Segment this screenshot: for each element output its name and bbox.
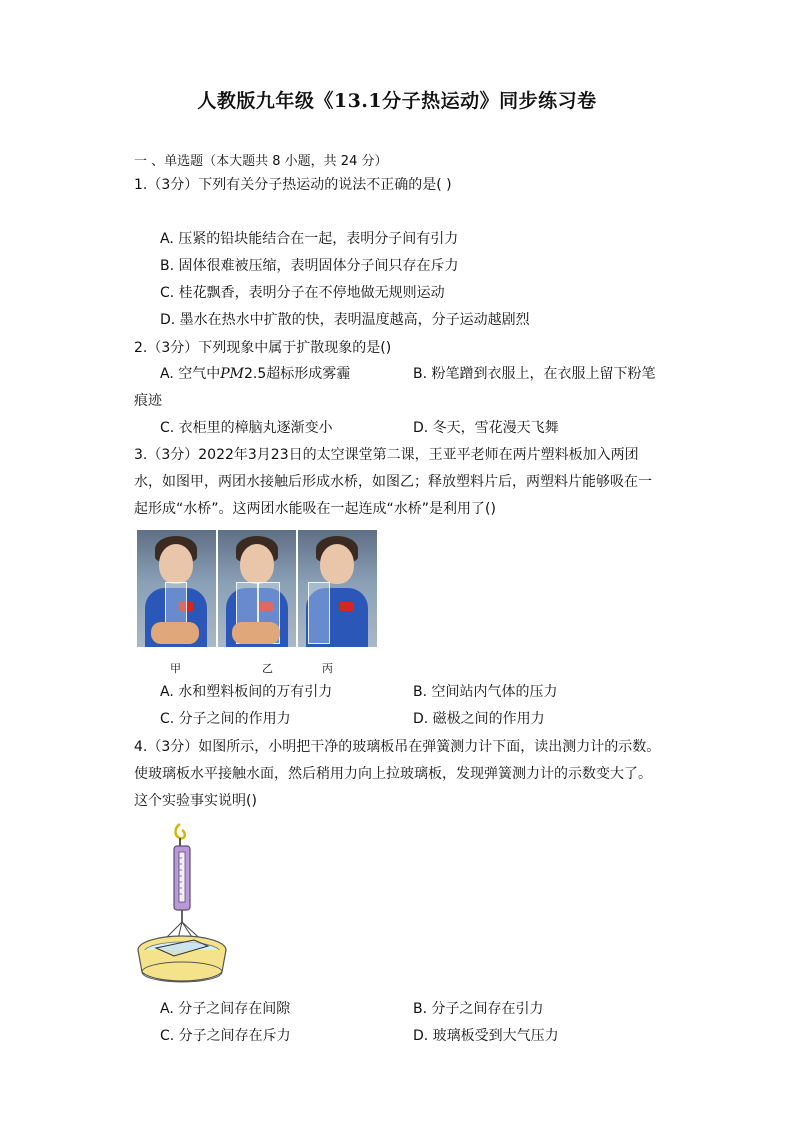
caption-bing: 丙 [322, 662, 333, 675]
q4-option-d: D. 玻璃板受到大气压力 [413, 1028, 559, 1044]
q2-option-a-prefix: A. 空气中 [160, 366, 221, 382]
spring-scale-diagram [134, 822, 234, 992]
section-heading: 一 、单选题（本大题共 8 小题，共 24 分） [134, 154, 388, 169]
q3-option-c: C. 分子之间的作用力 [160, 711, 291, 727]
question-1-stem: 1.（3分）下列有关分子热运动的说法不正确的是( ) [134, 177, 452, 193]
question-3-stem: 3.（3分）2022年3月23日的太空课堂第二课，王亚平老师在两片塑料板加入两团水，如图甲，两团水接触后形成水桥，如图乙；释放塑料片后，两塑料片能够吸在一起形成“水桥”。这两团水能吸在一起连成“水桥”是利用了() [134, 447, 652, 517]
q4-option-c: C. 分子之间存在斥力 [160, 1028, 291, 1044]
q2-option-c: C. 衣柜里的樟脑丸逐渐变小 [160, 420, 333, 436]
pm-value: 2.5 [244, 366, 267, 382]
pm-symbol: PM [220, 366, 244, 382]
caption-yi: 乙 [262, 662, 273, 675]
photo-bing [298, 530, 377, 647]
q3-option-d: D. 磁极之间的作用力 [413, 711, 545, 727]
q3-option-a: A. 水和塑料板间的万有引力 [160, 684, 333, 700]
question-4-stem: 4.（3分）如图所示，小明把干净的玻璃板吊在弹簧测力计下面，读出测力计的示数。使玻璃板水平接触水面，然后稍用力向上拉玻璃板，发现弹簧测力计的示数变大了。这个实验事实说明() [134, 739, 661, 809]
q2-option-b-continued: 痕迹 [134, 393, 162, 409]
q3-option-b: B. 空间站内气体的压力 [413, 684, 558, 700]
q4-option-a: A. 分子之间存在间隙 [160, 1001, 291, 1017]
caption-jia: 甲 [170, 662, 181, 675]
page-title: 人教版九年级《13.1分子热运动》同步练习卷 [197, 90, 597, 112]
q1-option-b: B. 固体很难被压缩，表明固体分子间只存在斥力 [160, 258, 459, 274]
question-2-stem: 2.（3分）下列现象中属于扩散现象的是() [134, 340, 392, 356]
photo-yi [218, 530, 297, 647]
q1-option-c: C. 桂花飘香，表明分子在不停地做无规则运动 [160, 285, 445, 301]
photo-jia [137, 530, 216, 647]
q2-option-d: D. 冬天，雪花漫天飞舞 [413, 420, 559, 436]
q1-option-a: A. 压紧的铅块能结合在一起，表明分子间有引力 [160, 231, 459, 247]
q1-option-d: D. 墨水在热水中扩散的快，表明温度越高，分子运动越剧烈 [160, 312, 530, 328]
space-class-photos [137, 530, 377, 647]
q2-option-a [160, 364, 350, 384]
q2-option-b: B. 粉笔蹭到衣服上，在衣服上留下粉笔 [413, 366, 656, 382]
q2-option-a-suffix: 超标形成雾霾 [266, 366, 351, 382]
q4-option-b: B. 分子之间存在引力 [413, 1001, 544, 1017]
